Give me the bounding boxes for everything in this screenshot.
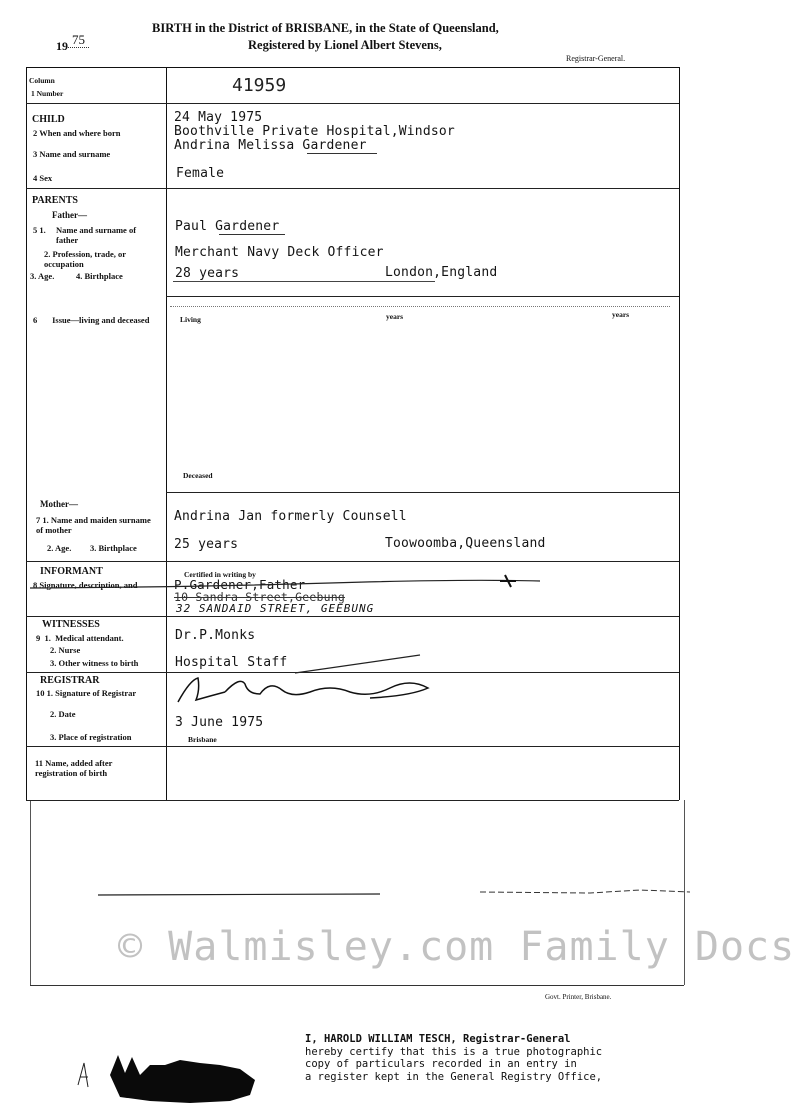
name-added-label: 11 Name, added after registration of birth bbox=[35, 758, 113, 778]
name-surname-label: 3 Name and surname bbox=[33, 149, 111, 159]
certification-line-1: I, HAROLD WILLIAM TESCH, Registrar-General bbox=[305, 1033, 571, 1045]
column-divider bbox=[166, 67, 167, 800]
father-birthplace-label: 4. Birthplace bbox=[76, 271, 123, 281]
father-birthplace: London,England bbox=[385, 265, 498, 280]
rule-after-mother bbox=[26, 561, 679, 562]
issue-years-2: years bbox=[612, 310, 630, 319]
registrar-general-label: Registrar-General. bbox=[566, 54, 626, 63]
title-line-2: Registered by Lionel Albert Stevens, bbox=[248, 38, 442, 52]
father-name: Paul Gardener bbox=[175, 219, 280, 234]
registration-place: Brisbane bbox=[188, 735, 217, 744]
informant-address-struck: 10 Sandra Street,Geebung bbox=[174, 590, 345, 604]
certification-line-4: a register kept in the General Registry Office, bbox=[305, 1070, 603, 1083]
column-label: Column bbox=[29, 76, 55, 85]
other-witness: Hospital Staff bbox=[175, 655, 288, 670]
medical-attendant: Dr.P.Monks bbox=[175, 628, 256, 643]
sex-label: 4 Sex bbox=[33, 173, 53, 183]
registration-date-label: 2. Date bbox=[50, 709, 76, 719]
rule-top bbox=[26, 67, 679, 68]
number-label: 1 Number bbox=[31, 89, 64, 98]
mother-birthplace: Toowoomba,Queensland bbox=[385, 536, 546, 551]
father-age-rule bbox=[173, 281, 435, 282]
issue-label: 6 Issue—living and deceased bbox=[33, 315, 150, 325]
father-age-label: 3. Age. bbox=[30, 271, 55, 281]
certification-line-3: copy of particulars recorded in an entry in bbox=[305, 1058, 577, 1070]
mother-birthplace-label: 3. Birthplace bbox=[90, 543, 137, 553]
rule-after-name-added bbox=[26, 800, 679, 801]
child-birth-date: 24 May 1975 bbox=[174, 110, 263, 125]
mother-name: Andrina Jan formerly Counsell bbox=[174, 509, 407, 524]
year-label bbox=[56, 32, 89, 54]
father-name-label: Name and surname of father bbox=[56, 225, 137, 245]
registrar-signature bbox=[170, 670, 450, 710]
mother-age-label: 2. Age. bbox=[47, 543, 72, 553]
rule-after-father bbox=[166, 296, 679, 297]
year-suffix: 75 bbox=[68, 32, 89, 48]
rule-after-number bbox=[26, 103, 679, 104]
other-witness-label: 3. Other witness to birth bbox=[50, 658, 139, 668]
lower-marks bbox=[0, 880, 720, 910]
father-occupation: Merchant Navy Deck Officer bbox=[175, 245, 384, 260]
rule-after-issue bbox=[166, 492, 679, 493]
surname-underline bbox=[307, 153, 377, 154]
informant-address-handwritten: 32 SANDAID STREET, GEEBUNG bbox=[176, 602, 375, 615]
rule-bottom bbox=[30, 985, 684, 986]
certification-line-2: hereby certify that this is a true photographic bbox=[305, 1045, 603, 1058]
registrar-signature-label: 10 1. Signature of Registrar bbox=[36, 688, 137, 698]
govt-printer-label: Govt. Printer, Brisbane. bbox=[545, 993, 612, 1001]
frame-left bbox=[26, 67, 27, 800]
issue-deceased: Deceased bbox=[183, 471, 213, 480]
father-age: 28 years bbox=[175, 266, 240, 281]
father-surname-underline bbox=[219, 234, 285, 235]
child-birth-place: Boothville Private Hospital,Windsor bbox=[174, 124, 455, 139]
informant-strike-line bbox=[0, 565, 720, 605]
watermark: © Walmisley.com Family Docs bbox=[118, 924, 795, 970]
registration-date: 3 June 1975 bbox=[175, 715, 264, 730]
informant-certified: Certified in writing by bbox=[184, 570, 256, 579]
mother-heading: Mother— bbox=[40, 499, 78, 509]
issue-dotted-rule bbox=[170, 306, 670, 307]
rule-after-registrar bbox=[26, 746, 679, 747]
witnesses-heading: WITNESSES bbox=[42, 619, 100, 630]
informant-signature: P.Gardener,Father bbox=[174, 577, 306, 592]
registrar-heading: REGISTRAR bbox=[40, 675, 100, 686]
certification-text bbox=[305, 1033, 602, 1083]
informant-heading: INFORMANT bbox=[40, 566, 103, 577]
medical-attendant-label: 9 1. Medical attendant. bbox=[36, 633, 124, 643]
year-prefix: 19 bbox=[56, 39, 68, 53]
registration-place-label: 3. Place of registration bbox=[50, 732, 132, 742]
father-profession-label: 2. Profession, trade, or occupation bbox=[44, 249, 126, 269]
when-where-label: 2 When and where born bbox=[33, 128, 121, 138]
informant-label: 8 Signature, description, and bbox=[33, 580, 138, 590]
child-sex: Female bbox=[176, 166, 225, 181]
rule-after-child bbox=[26, 188, 679, 189]
issue-years-1: years bbox=[386, 312, 404, 321]
father-heading: Father— bbox=[52, 210, 87, 220]
parents-heading: PARENTS bbox=[32, 195, 78, 206]
rule-after-informant bbox=[26, 616, 679, 617]
frame-right bbox=[679, 67, 680, 800]
child-name: Andrina Melissa Gardener bbox=[174, 138, 367, 153]
mother-age: 25 years bbox=[174, 537, 239, 552]
entry-number: 41959 bbox=[232, 75, 287, 96]
title-line-1: BIRTH in the District of BRISBANE, in the State of Queensland, bbox=[152, 21, 499, 35]
mother-name-label: 7 1. Name and maiden surname of mother bbox=[36, 515, 151, 535]
nurse-label: 2. Nurse bbox=[50, 645, 81, 655]
issue-living: Living bbox=[180, 315, 201, 324]
father-name-number: 5 1. bbox=[33, 225, 46, 235]
seal-icon bbox=[70, 1035, 280, 1105]
child-heading: CHILD bbox=[32, 114, 65, 125]
